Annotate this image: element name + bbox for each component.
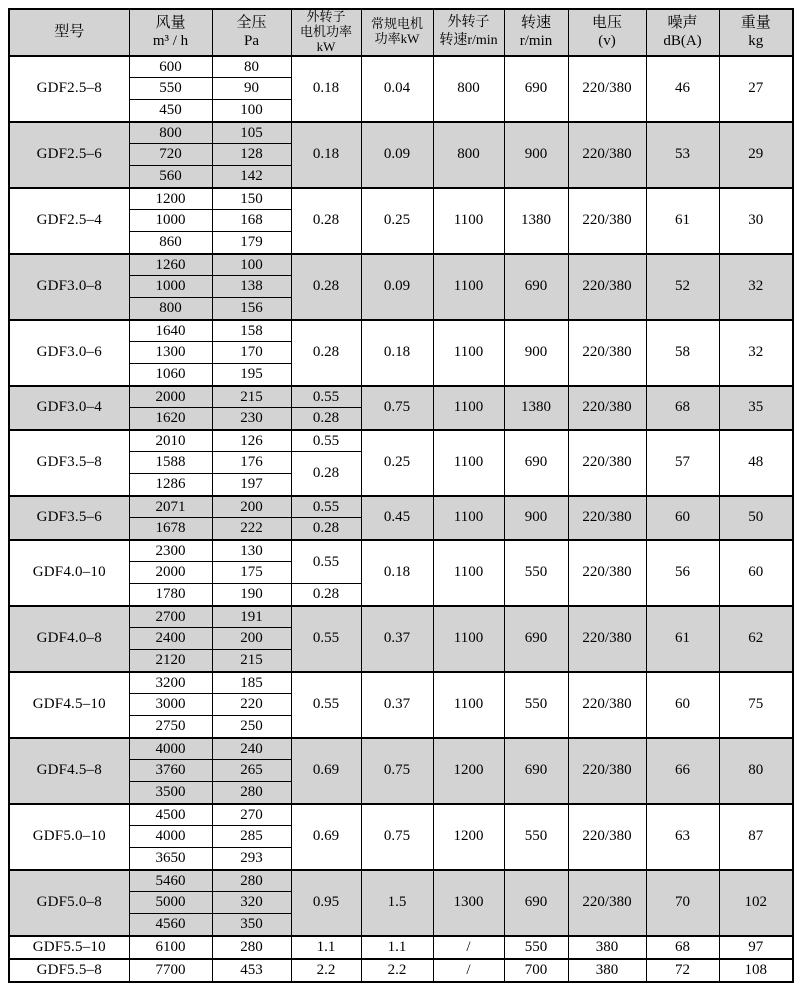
table-row (9, 430, 793, 452)
fan-spec-table (8, 8, 794, 983)
airflow-cell: 450 (129, 100, 212, 122)
pressure-cell: 200 (212, 496, 291, 518)
pressure-cell: 142 (212, 166, 291, 188)
pressure-cell: 175 (212, 562, 291, 584)
pressure-cell: 185 (212, 672, 291, 694)
speed-cell: 1380 (504, 188, 568, 254)
column-header-line: 电压 (591, 14, 622, 31)
weight-cell: 80 (719, 738, 793, 804)
table-header (9, 9, 793, 56)
pressure-cell: 215 (212, 386, 291, 408)
table-row (9, 320, 793, 342)
weight-cell: 60 (719, 540, 793, 606)
outer-rotor-power-cell: 0.55 (291, 496, 361, 518)
model-cell: GDF5.5–8 (9, 959, 129, 982)
airflow-cell: 4000 (129, 738, 212, 760)
pressure-cell: 240 (212, 738, 291, 760)
airflow-cell: 1588 (129, 452, 212, 474)
speed-cell: 1380 (504, 386, 568, 430)
outer-rotor-speed-cell: 1100 (433, 386, 504, 430)
column-header-outer_rotor_speed (433, 9, 504, 56)
outer-rotor-power-cell: 0.69 (291, 804, 361, 870)
voltage-cell: 220/380 (568, 56, 646, 122)
noise-cell: 68 (646, 936, 719, 959)
voltage-cell: 220/380 (568, 540, 646, 606)
weight-cell: 35 (719, 386, 793, 430)
outer-rotor-power-cell: 0.55 (291, 430, 361, 452)
outer-rotor-speed-cell: / (433, 936, 504, 959)
regular-motor-power-cell: 0.75 (361, 386, 433, 430)
noise-cell: 63 (646, 804, 719, 870)
noise-cell: 60 (646, 496, 719, 540)
column-header-line: 型号 (54, 24, 85, 41)
airflow-cell: 2400 (129, 628, 212, 650)
airflow-cell: 3000 (129, 694, 212, 716)
weight-cell: 32 (719, 254, 793, 320)
voltage-cell: 220/380 (568, 122, 646, 188)
outer-rotor-power-cell: 0.55 (291, 386, 361, 408)
airflow-cell: 1678 (129, 518, 212, 540)
pressure-cell: 150 (212, 188, 291, 210)
regular-motor-power-cell: 1.5 (361, 870, 433, 936)
pressure-cell: 138 (212, 276, 291, 298)
column-header-line: 外转子 (306, 9, 346, 24)
model-cell: GDF4.5–10 (9, 672, 129, 738)
outer-rotor-power-cell: 0.28 (291, 408, 361, 430)
column-header-line: (v) (598, 33, 616, 50)
airflow-cell: 560 (129, 166, 212, 188)
table-row (9, 386, 793, 408)
airflow-cell: 7700 (129, 959, 212, 982)
pressure-cell: 191 (212, 606, 291, 628)
model-cell: GDF3.0–8 (9, 254, 129, 320)
airflow-cell: 1620 (129, 408, 212, 430)
airflow-cell: 2300 (129, 540, 212, 562)
column-header-line: dB(A) (663, 33, 702, 50)
model-cell: GDF2.5–4 (9, 188, 129, 254)
outer-rotor-power-cell: 0.18 (291, 122, 361, 188)
pressure-cell: 280 (212, 936, 291, 959)
airflow-cell: 720 (129, 144, 212, 166)
regular-motor-power-cell: 0.04 (361, 56, 433, 122)
pressure-cell: 350 (212, 914, 291, 936)
noise-cell: 52 (646, 254, 719, 320)
pressure-cell: 222 (212, 518, 291, 540)
pressure-cell: 190 (212, 584, 291, 606)
pressure-cell: 156 (212, 298, 291, 320)
column-header-line: 噪声 (667, 14, 698, 31)
voltage-cell: 220/380 (568, 804, 646, 870)
outer-rotor-power-cell: 0.28 (291, 320, 361, 386)
outer-rotor-power-cell: 0.95 (291, 870, 361, 936)
outer-rotor-power-cell: 0.55 (291, 540, 361, 584)
table-row (9, 188, 793, 210)
weight-cell: 102 (719, 870, 793, 936)
pressure-cell: 100 (212, 100, 291, 122)
voltage-cell: 220/380 (568, 386, 646, 430)
regular-motor-power-cell: 0.37 (361, 672, 433, 738)
regular-motor-power-cell: 0.37 (361, 606, 433, 672)
outer-rotor-speed-cell: 1300 (433, 870, 504, 936)
column-header-line: 转速r/min (439, 33, 498, 49)
voltage-cell: 220/380 (568, 672, 646, 738)
airflow-cell: 3760 (129, 760, 212, 782)
pressure-cell: 168 (212, 210, 291, 232)
outer-rotor-speed-cell: 1100 (433, 540, 504, 606)
table-row (9, 936, 793, 959)
pressure-cell: 270 (212, 804, 291, 826)
table-row (9, 56, 793, 78)
weight-cell: 87 (719, 804, 793, 870)
speed-cell: 550 (504, 936, 568, 959)
pressure-cell: 320 (212, 892, 291, 914)
column-header-outer_rotor_power (291, 9, 361, 56)
table-row (9, 540, 793, 562)
outer-rotor-speed-cell: 1100 (433, 496, 504, 540)
table-row (9, 738, 793, 760)
regular-motor-power-cell: 0.09 (361, 122, 433, 188)
model-cell: GDF4.0–8 (9, 606, 129, 672)
pressure-cell: 90 (212, 78, 291, 100)
airflow-cell: 1640 (129, 320, 212, 342)
airflow-cell: 800 (129, 122, 212, 144)
regular-motor-power-cell: 0.25 (361, 430, 433, 496)
regular-motor-power-cell: 0.45 (361, 496, 433, 540)
speed-cell: 700 (504, 959, 568, 982)
airflow-cell: 2000 (129, 562, 212, 584)
airflow-cell: 4500 (129, 804, 212, 826)
regular-motor-power-cell: 2.2 (361, 959, 433, 982)
pressure-cell: 265 (212, 760, 291, 782)
airflow-cell: 2750 (129, 716, 212, 738)
column-header-line: m³ / h (152, 33, 189, 50)
model-cell: GDF3.0–6 (9, 320, 129, 386)
airflow-cell: 2000 (129, 386, 212, 408)
noise-cell: 53 (646, 122, 719, 188)
speed-cell: 690 (504, 870, 568, 936)
pressure-cell: 126 (212, 430, 291, 452)
model-cell: GDF3.5–6 (9, 496, 129, 540)
airflow-cell: 860 (129, 232, 212, 254)
weight-cell: 48 (719, 430, 793, 496)
airflow-cell: 5000 (129, 892, 212, 914)
speed-cell: 900 (504, 496, 568, 540)
weight-cell: 75 (719, 672, 793, 738)
airflow-cell: 1000 (129, 210, 212, 232)
pressure-cell: 128 (212, 144, 291, 166)
pressure-cell: 200 (212, 628, 291, 650)
airflow-cell: 2700 (129, 606, 212, 628)
outer-rotor-speed-cell: 800 (433, 122, 504, 188)
airflow-cell: 6100 (129, 936, 212, 959)
noise-cell: 57 (646, 430, 719, 496)
outer-rotor-speed-cell: / (433, 959, 504, 982)
airflow-cell: 5460 (129, 870, 212, 892)
regular-motor-power-cell: 0.75 (361, 738, 433, 804)
speed-cell: 690 (504, 606, 568, 672)
pressure-cell: 158 (212, 320, 291, 342)
table-row (9, 804, 793, 826)
speed-cell: 690 (504, 254, 568, 320)
pressure-cell: 197 (212, 474, 291, 496)
column-header-line: kg (748, 33, 764, 50)
noise-cell: 46 (646, 56, 719, 122)
weight-cell: 50 (719, 496, 793, 540)
model-cell: GDF5.5–10 (9, 936, 129, 959)
airflow-cell: 2071 (129, 496, 212, 518)
table-row (9, 122, 793, 144)
speed-cell: 900 (504, 320, 568, 386)
speed-cell: 550 (504, 540, 568, 606)
outer-rotor-speed-cell: 1100 (433, 606, 504, 672)
weight-cell: 27 (719, 56, 793, 122)
airflow-cell: 1260 (129, 254, 212, 276)
pressure-cell: 130 (212, 540, 291, 562)
column-header-airflow (129, 9, 212, 56)
voltage-cell: 380 (568, 959, 646, 982)
outer-rotor-power-cell: 0.28 (291, 452, 361, 496)
noise-cell: 60 (646, 672, 719, 738)
noise-cell: 72 (646, 959, 719, 982)
column-header-line: 风量 (155, 14, 186, 31)
voltage-cell: 220/380 (568, 738, 646, 804)
voltage-cell: 220/380 (568, 496, 646, 540)
pressure-cell: 250 (212, 716, 291, 738)
voltage-cell: 220/380 (568, 606, 646, 672)
weight-cell: 32 (719, 320, 793, 386)
airflow-cell: 3500 (129, 782, 212, 804)
outer-rotor-speed-cell: 1100 (433, 320, 504, 386)
noise-cell: 56 (646, 540, 719, 606)
column-header-line: 全压 (236, 14, 267, 31)
regular-motor-power-cell: 0.18 (361, 540, 433, 606)
airflow-cell: 3200 (129, 672, 212, 694)
table-row (9, 254, 793, 276)
pressure-cell: 220 (212, 694, 291, 716)
pressure-cell: 176 (212, 452, 291, 474)
outer-rotor-speed-cell: 1100 (433, 254, 504, 320)
airflow-cell: 1300 (129, 342, 212, 364)
model-cell: GDF2.5–6 (9, 122, 129, 188)
table-row (9, 870, 793, 892)
airflow-cell: 600 (129, 56, 212, 78)
model-cell: GDF2.5–8 (9, 56, 129, 122)
outer-rotor-power-cell: 0.55 (291, 606, 361, 672)
airflow-cell: 2120 (129, 650, 212, 672)
column-header-speed (504, 9, 568, 56)
airflow-cell: 1286 (129, 474, 212, 496)
column-header-line: 转速 (520, 14, 551, 31)
regular-motor-power-cell: 0.18 (361, 320, 433, 386)
regular-motor-power-cell: 0.09 (361, 254, 433, 320)
pressure-cell: 293 (212, 848, 291, 870)
outer-rotor-power-cell: 1.1 (291, 936, 361, 959)
voltage-cell: 380 (568, 936, 646, 959)
noise-cell: 66 (646, 738, 719, 804)
column-header-line: 常规电机 (370, 16, 423, 32)
pressure-cell: 280 (212, 782, 291, 804)
noise-cell: 70 (646, 870, 719, 936)
noise-cell: 61 (646, 606, 719, 672)
airflow-cell: 1200 (129, 188, 212, 210)
noise-cell: 68 (646, 386, 719, 430)
regular-motor-power-cell: 0.75 (361, 804, 433, 870)
speed-cell: 690 (504, 56, 568, 122)
header-row (9, 9, 793, 56)
pressure-cell: 215 (212, 650, 291, 672)
table-row (9, 606, 793, 628)
pressure-cell: 280 (212, 870, 291, 892)
model-cell: GDF3.5–8 (9, 430, 129, 496)
column-header-line: r/min (519, 33, 553, 50)
outer-rotor-power-cell: 0.69 (291, 738, 361, 804)
column-header-line: 外转子 (447, 15, 490, 31)
column-header-pressure (212, 9, 291, 56)
model-cell: GDF3.0–4 (9, 386, 129, 430)
voltage-cell: 220/380 (568, 430, 646, 496)
pressure-cell: 170 (212, 342, 291, 364)
column-header-line: 功率kW (374, 31, 420, 47)
regular-motor-power-cell: 1.1 (361, 936, 433, 959)
outer-rotor-power-cell: 0.55 (291, 672, 361, 738)
outer-rotor-speed-cell: 1200 (433, 738, 504, 804)
pressure-cell: 179 (212, 232, 291, 254)
voltage-cell: 220/380 (568, 254, 646, 320)
column-header-line: Pa (244, 33, 259, 50)
table-row (9, 496, 793, 518)
outer-rotor-power-cell: 0.28 (291, 518, 361, 540)
pressure-cell: 80 (212, 56, 291, 78)
speed-cell: 690 (504, 430, 568, 496)
speed-cell: 550 (504, 672, 568, 738)
outer-rotor-power-cell: 0.18 (291, 56, 361, 122)
airflow-cell: 4560 (129, 914, 212, 936)
voltage-cell: 220/380 (568, 320, 646, 386)
airflow-cell: 1000 (129, 276, 212, 298)
outer-rotor-speed-cell: 1100 (433, 672, 504, 738)
airflow-cell: 1060 (129, 364, 212, 386)
pressure-cell: 285 (212, 826, 291, 848)
pressure-cell: 453 (212, 959, 291, 982)
pressure-cell: 100 (212, 254, 291, 276)
voltage-cell: 220/380 (568, 188, 646, 254)
speed-cell: 690 (504, 738, 568, 804)
column-header-regular_motor_power (361, 9, 433, 56)
weight-cell: 29 (719, 122, 793, 188)
column-header-voltage (568, 9, 646, 56)
weight-cell: 62 (719, 606, 793, 672)
model-cell: GDF5.0–8 (9, 870, 129, 936)
regular-motor-power-cell: 0.25 (361, 188, 433, 254)
column-header-weight (719, 9, 793, 56)
table-row (9, 672, 793, 694)
pressure-cell: 105 (212, 122, 291, 144)
column-header-noise (646, 9, 719, 56)
noise-cell: 61 (646, 188, 719, 254)
outer-rotor-speed-cell: 1200 (433, 804, 504, 870)
model-cell: GDF4.5–8 (9, 738, 129, 804)
speed-cell: 550 (504, 804, 568, 870)
weight-cell: 108 (719, 959, 793, 982)
column-header-model (9, 9, 129, 56)
table-body (9, 56, 793, 982)
outer-rotor-speed-cell: 1100 (433, 430, 504, 496)
outer-rotor-power-cell: 0.28 (291, 254, 361, 320)
airflow-cell: 800 (129, 298, 212, 320)
table-row (9, 959, 793, 982)
outer-rotor-speed-cell: 1100 (433, 188, 504, 254)
weight-cell: 97 (719, 936, 793, 959)
airflow-cell: 3650 (129, 848, 212, 870)
outer-rotor-power-cell: 0.28 (291, 188, 361, 254)
speed-cell: 900 (504, 122, 568, 188)
airflow-cell: 2010 (129, 430, 212, 452)
outer-rotor-power-cell: 0.28 (291, 584, 361, 606)
weight-cell: 30 (719, 188, 793, 254)
airflow-cell: 550 (129, 78, 212, 100)
model-cell: GDF5.0–10 (9, 804, 129, 870)
airflow-cell: 1780 (129, 584, 212, 606)
column-header-line: kW (316, 38, 336, 54)
column-header-line: 重量 (740, 14, 771, 31)
voltage-cell: 220/380 (568, 870, 646, 936)
column-header-line: 电机功率 (299, 23, 352, 39)
noise-cell: 58 (646, 320, 719, 386)
outer-rotor-power-cell: 2.2 (291, 959, 361, 982)
outer-rotor-speed-cell: 800 (433, 56, 504, 122)
airflow-cell: 4000 (129, 826, 212, 848)
pressure-cell: 195 (212, 364, 291, 386)
pressure-cell: 230 (212, 408, 291, 430)
model-cell: GDF4.0–10 (9, 540, 129, 606)
